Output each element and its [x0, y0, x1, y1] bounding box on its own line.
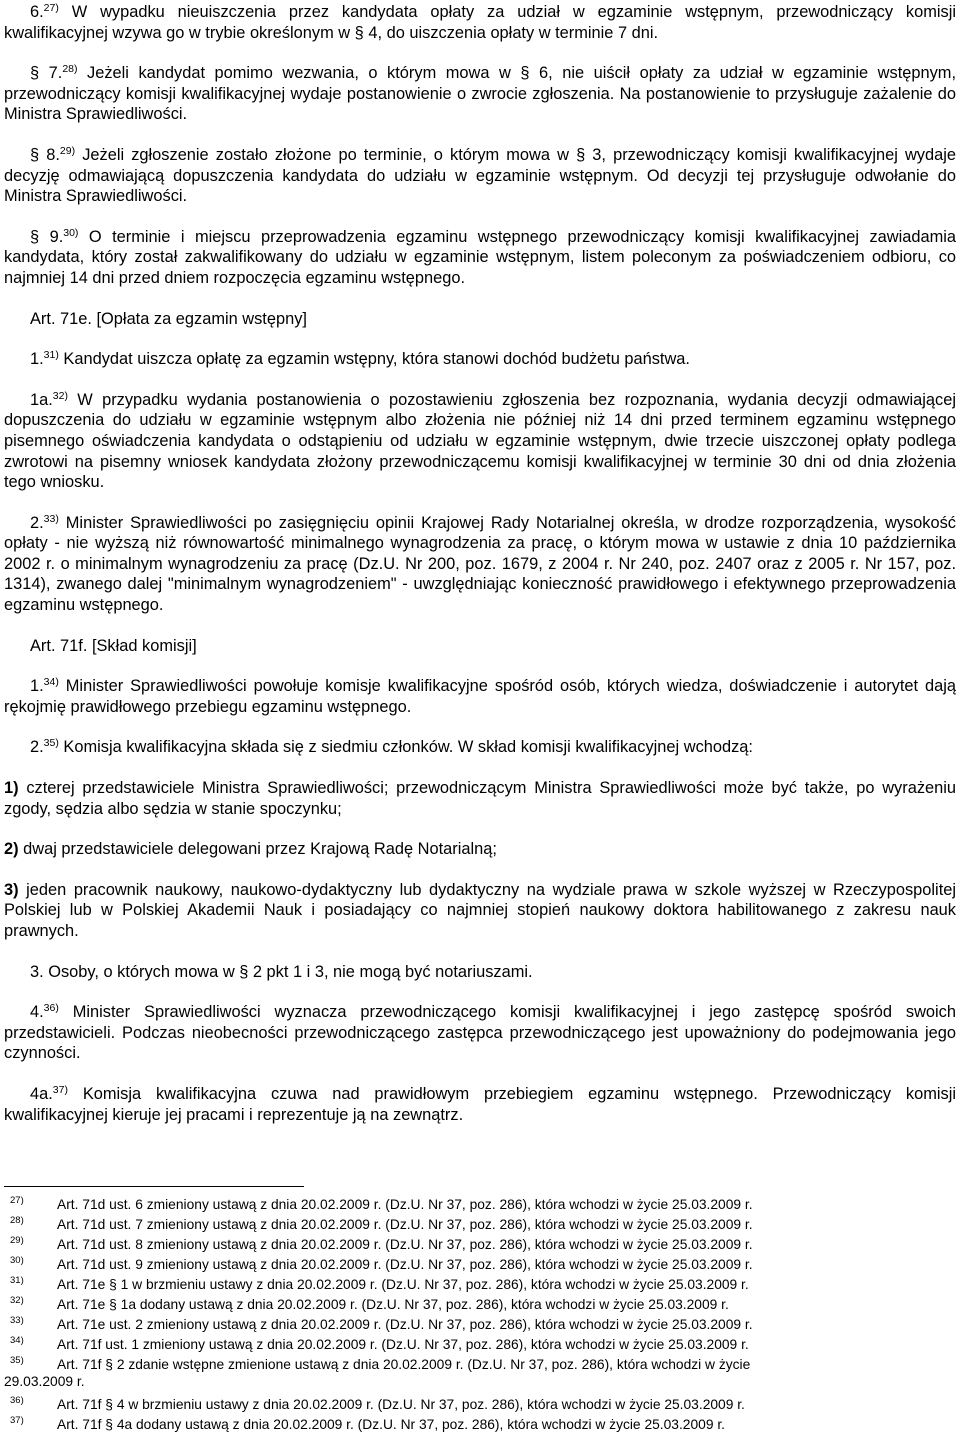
paragraph-text: W wypadku nieuiszczenia przez kandydata opłaty za udział w egzaminie wstępnym, przewodniczący komisji kwalifikacyjnej wzywa go w trybie określonym w § 4, do uiszczenia opłaty w terminie 7 dni. [4, 3, 956, 42]
list-item-text: czterej przedstawiciele Ministra Sprawiedliwości; przewodniczącym Ministra Sprawiedliwości może być także, po wyrażeniu zgody, sędzia albo sędzia w stanie spoczynku; [4, 779, 956, 818]
paragraph-9 [4, 227, 956, 289]
paragraph-text: Minister Sprawiedliwości powołuje komisje kwalifikacyjne spośród osób, których wiedza, doświadczenie i autorytet dają rękojmię prawidłowego przebiegu egzaminu wstępnego. [4, 677, 956, 716]
paragraph-number: 6. [30, 3, 44, 21]
paragraph-number: 1a. [30, 390, 53, 409]
section-71e-2 [4, 513, 956, 616]
footnote-ref[interactable]: 32) [52, 389, 68, 402]
section-71e-1 [4, 349, 956, 370]
section-71f-4 [4, 1002, 956, 1064]
paragraph-8 [4, 145, 956, 207]
footnote-separator [4, 1186, 304, 1187]
paragraph-text: Minister Sprawiedliwości po zasięgnięciu opinii Krajowej Rady Notarialnej określa, w drodze rozporządzenia, wysokość opłaty - nie wyższą niż równowartość minimalnego wynagrodzenia za pracę, o którym mowa w ustawie z dnia 10 października 2002 r. o minimalnym wynagrodzeniu za pracę (Dz.U. Nr 200, poz. 1679, z 2004 r. Nr 240, poz. 2407 oraz z 2005 r. Nr 157, poz. 1314), zwanego dalej "minimalnym wynagrodzeniem" - uwzględniając konieczność prawidłowego i efektywnego przeprowadzenia egzaminu wstępnego. [4, 513, 956, 615]
paragraph-text: Kandydat uiszcza opłatę za egzamin wstępny, która stanowi dochód budżetu państwa. [58, 350, 690, 369]
section-71e-1a [4, 390, 956, 493]
footnote-ref[interactable]: 36) [43, 1002, 59, 1015]
paragraph-number: 3. [30, 962, 44, 981]
paragraph-number: § 8. [30, 145, 60, 164]
paragraph-number: 1. [30, 677, 44, 696]
paragraph-7 [4, 63, 956, 125]
list-item-text: jeden pracownik naukowy, naukowo-dydaktyczny lub dydaktyczny na wydziale prawa w szkole wyższej w Rzeczypospolitej Polskiej lub w Polskiej Akademii Nauk i posiadający co najmniej stopień naukowy doktora habilitowanego z zakresu nauk prawnych. [4, 880, 956, 940]
list-item-1 [4, 778, 956, 819]
footnote-ref[interactable]: 35) [43, 737, 59, 750]
footnote-ref[interactable]: 29) [59, 144, 76, 157]
footnote-text: Art. 71f ust. 1 zmieniony ustawą z dnia 20.02.2009 r. (Dz.U. Nr 37, poz. 286), która wchodzi w życie 25.03.2009 r. [57, 1337, 749, 1352]
footnote-text: Art. 71f § 4a dodany ustawą z dnia 20.02.2009 r. (Dz.U. Nr 37, poz. 286), która wchodzi w życie 25.03.2009 r. [57, 1417, 725, 1432]
section-71f-3 [4, 962, 956, 983]
paragraph-number: § 9. [30, 227, 64, 246]
footnote-number: 32) [10, 1295, 24, 1306]
paragraph-number: 2. [30, 513, 44, 532]
footnote-number: 29) [10, 1235, 24, 1246]
footnote-text: Art. 71e § 1a dodany ustawą z dnia 20.02.2009 r. (Dz.U. Nr 37, poz. 286), która wchodzi w życie 25.03.2009 r. [57, 1297, 729, 1312]
list-item-number: 1) [4, 779, 19, 798]
footnote-ref[interactable]: 33) [43, 512, 59, 525]
footnote-ref[interactable]: 27) [43, 2, 59, 14]
paragraph-text: Jeżeli kandydat pomimo wezwania, o którym mowa w § 6, nie uiścił opłaty za udział w egzaminie wstępnym, przewodniczący komisji kwalifikacyjnej wydaje postanowienie o zwrocie zgłoszenia. Na postanowienie to przysługuje zażalenie do Ministra Sprawiedliwości. [4, 64, 956, 124]
section-71f-4a [4, 1084, 956, 1125]
list-item-text: dwaj przedstawiciele delegowani przez Krajową Radę Notarialną; [18, 840, 497, 859]
section-71f-1 [4, 676, 956, 717]
footnote-text: Art. 71e ust. 2 zmieniony ustawą z dnia 20.02.2009 r. (Dz.U. Nr 37, poz. 286), która wchodzi w życie 25.03.2009 r. [57, 1317, 753, 1332]
paragraph-number: § 7. [30, 64, 63, 83]
list-item-number: 3) [4, 880, 19, 899]
paragraph-number: 4. [30, 1003, 44, 1022]
paragraph-text: O terminie i miejscu przeprowadzenia egzaminu wstępnego przewodniczący komisji kwalifikacyjnej zawiadamia kandydata, który został zakwalifikowany do udziału w egzaminie wstępnym, listem poleconym za poświadczeniem odbioru, co najmniej 14 dni przed dniem rozpoczęcia egzaminu wstępnego. [4, 227, 956, 287]
footnote-text: Art. 71d ust. 7 zmieniony ustawą z dnia 20.02.2009 r. (Dz.U. Nr 37, poz. 286), która wchodzi w życie 25.03.2009 r. [57, 1217, 753, 1232]
paragraph-number: 2. [30, 738, 44, 757]
paragraph-number: 4a. [30, 1084, 53, 1103]
footnote-text: Art. 71d ust. 8 zmieniony ustawą z dnia 20.02.2009 r. (Dz.U. Nr 37, poz. 286), która wchodzi w życie 25.03.2009 r. [57, 1237, 753, 1252]
footnote-number: 27) [10, 1195, 24, 1206]
footnote-number: 37) [10, 1415, 24, 1426]
footnote-text: Art. 71f § 4 w brzmieniu ustawy z dnia 20.02.2009 r. (Dz.U. Nr 37, poz. 286), która wchodzi w życie 25.03.2009 r. [57, 1397, 745, 1412]
footnote-number: 33) [10, 1315, 24, 1326]
footnote-text: Art. 71e § 1 w brzmieniu ustawy z dnia 20.02.2009 r. (Dz.U. Nr 37, poz. 286), która wchodzi w życie 25.03.2009 r. [57, 1277, 749, 1292]
paragraph-text: W przypadku wydania postanowienia o pozostawieniu zgłoszenia bez rozpoznania, wydania decyzji odmawiającej dopuszczenia do udziału w egzaminie wstępnym albo złożenia nie później niż 14 dni przed terminem egzaminu wstępnego pisemnego oświadczenia kandydata o odstąpieniu od udziału w egzaminie wstępnym, dwie trzecie uiszczonej opłaty podlega zwrotowi na pisemny wniosek kandydata złożony przewodniczącemu komisji kwalifikacyjnej w terminie 30 dni od dnia złożenia tego wniosku. [4, 390, 956, 492]
footnote-number: 28) [10, 1215, 24, 1226]
footnote-text: Art. 71d ust. 6 zmieniony ustawą z dnia 20.02.2009 r. (Dz.U. Nr 37, poz. 286), która wchodzi w życie 25.03.2009 r. [57, 1197, 753, 1212]
footnote-continuation: 29.03.2009 r. [4, 1374, 85, 1389]
paragraph-number: 1. [30, 350, 44, 369]
list-item-2 [4, 839, 956, 860]
article-71e-heading: Art. 71e. [Opłata za egzamin wstępny] [30, 309, 307, 328]
footnote-number: 35) [10, 1355, 24, 1366]
paragraph-6 [4, 2, 956, 43]
footnote-number: 30) [10, 1255, 24, 1266]
footnote-ref[interactable]: 28) [62, 63, 78, 76]
footnote-ref[interactable]: 31) [43, 349, 59, 362]
footnote-number: 36) [10, 1395, 24, 1406]
footnote-text: Art. 71d ust. 9 zmieniony ustawą z dnia 20.02.2009 r. (Dz.U. Nr 37, poz. 286), która wchodzi w życie 25.03.2009 r. [57, 1257, 753, 1272]
paragraph-text: Komisja kwalifikacyjna czuwa nad prawidłowym przebiegiem egzaminu wstępnego. Przewodniczący komisji kwalifikacyjnej kieruje jej pracami i reprezentuje ją na zewnątrz. [4, 1084, 956, 1124]
footnote-number: 31) [10, 1275, 24, 1286]
footnote-ref[interactable]: 30) [63, 226, 79, 239]
list-item-3 [4, 880, 956, 942]
article-71f-heading: Art. 71f. [Skład komisji] [30, 636, 197, 655]
footnote-text: Art. 71f § 2 zdanie wstępne zmienione ustawą z dnia 20.02.2009 r. (Dz.U. Nr 37, poz. 286), która wchodzi w życie [57, 1357, 751, 1372]
paragraph-text: Minister Sprawiedliwości wyznacza przewodniczącego komisji kwalifikacyjnej i jego zastępcę spośród swoich przedstawicieli. Podczas nieobecności przewodniczącego zastępca przewodniczącego jest upoważniony do podejmowania jego czynności. [4, 1003, 956, 1063]
paragraph-text: Komisja kwalifikacyjna składa się z siedmiu członków. W skład komisji kwalifikacyjnej wchodzą: [58, 738, 753, 757]
paragraph-text: Osoby, o których mowa w § 2 pkt 1 i 3, nie mogą być notariuszami. [43, 962, 533, 981]
footnote-number: 34) [10, 1335, 24, 1346]
footnote-ref[interactable]: 34) [43, 676, 59, 689]
list-item-number: 2) [4, 840, 19, 859]
footnote-ref[interactable]: 37) [52, 1083, 68, 1096]
section-71f-2 [4, 737, 956, 758]
paragraph-text: Jeżeli zgłoszenie zostało złożone po terminie, o którym mowa w § 3, przewodniczący komisji kwalifikacyjnej wydaje decyzję odmawiającą dopuszczenia kandydata do udziału w egzaminie wstępnym. Od decyzji tej przysługuje odwołanie do Ministra Sprawiedliwości. [4, 145, 956, 206]
